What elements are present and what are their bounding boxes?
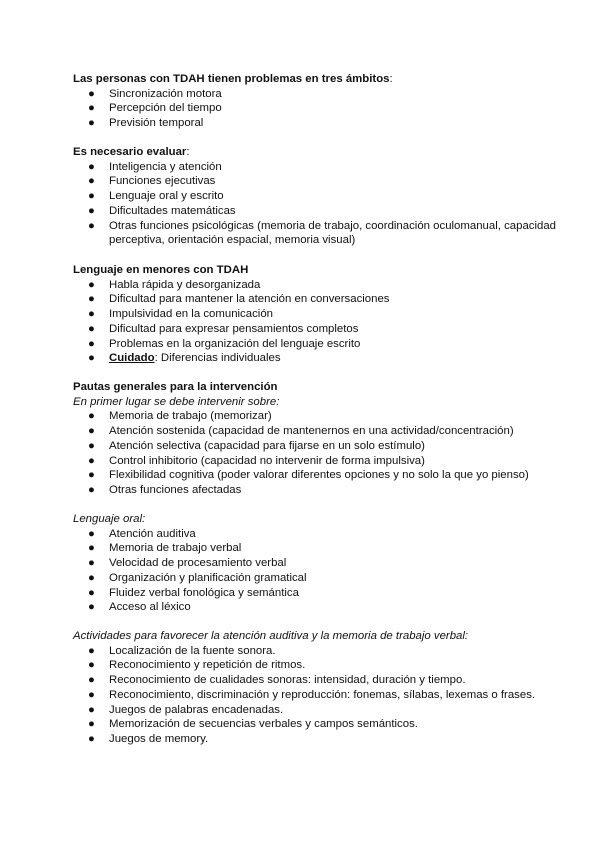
bullet-icon: ● <box>88 219 95 232</box>
list-item: ● Control inhibitorio (capacidad no intervenir de forma impulsiva) <box>88 454 425 467</box>
bullet-icon: ● <box>88 278 95 291</box>
bullet-icon: ● <box>88 601 95 614</box>
list-item: ● Reconocimiento y repetición de ritmos. <box>88 659 306 672</box>
list-item-cuidado: ● Cuidado: Diferencias individuales <box>88 352 281 365</box>
bullet-list <box>73 527 560 615</box>
section-subheading: Actividades para favorecer la atención auditiva y la memoria de trabajo verbal: <box>73 630 469 642</box>
bullet-icon: ● <box>88 483 95 496</box>
bullet-icon: ● <box>88 703 95 716</box>
section-heading: Las personas con TDAH tienen problemas en tres ámbitos: <box>73 73 393 85</box>
list-item: ● Atención sostenida (capacidad de mantenernos en una actividad/concentración) <box>88 425 514 438</box>
list-item: ● Atención selectiva (capacidad para fijarse en un solo estímulo) <box>88 439 425 452</box>
bullet-icon: ● <box>88 527 95 540</box>
section-subheading: Lenguaje oral: <box>73 513 146 525</box>
bullet-icon: ● <box>88 293 95 306</box>
bullet-icon: ● <box>88 190 95 203</box>
list-item: ● Previsión temporal <box>88 117 204 130</box>
bullet-icon: ● <box>88 542 95 555</box>
section-heading: Lenguaje en menores con TDAH <box>73 264 249 276</box>
list-item: ● Dificultades matemáticas <box>88 204 236 217</box>
bullet-icon: ● <box>88 557 95 570</box>
list-item: ● Reconocimiento, discriminación y reproducción: fonemas, sílabas, lexemas o frases. <box>88 688 536 701</box>
bullet-icon: ● <box>88 732 95 745</box>
bullet-list <box>73 278 560 366</box>
list-item: ● Funciones ejecutivas <box>88 175 216 188</box>
list-item: ● Velocidad de procesamiento verbal <box>88 557 287 570</box>
list-item: ● Acceso al léxico <box>88 601 191 614</box>
list-item: ● Memoria de trabajo (memorizar) <box>88 410 272 423</box>
list-item: ● Habla rápida y desorganizada <box>88 278 261 291</box>
list-item: ● Percepción del tiempo <box>88 102 222 115</box>
bullet-icon: ● <box>88 87 95 100</box>
bullet-icon: ● <box>88 644 95 657</box>
bullet-icon: ● <box>88 410 95 423</box>
bullet-icon: ● <box>88 659 95 672</box>
list-item: ● Memoria de trabajo verbal <box>88 542 242 555</box>
bullet-list <box>73 87 560 131</box>
section-subheading: En primer lugar se debe intervenir sobre: <box>73 395 280 408</box>
bullet-icon: ● <box>88 204 95 217</box>
bullet-icon: ● <box>88 688 95 701</box>
list-item: ● Impulsividad en la comunicación <box>88 308 273 321</box>
bullet-icon: ● <box>88 674 95 687</box>
bullet-list <box>73 644 560 747</box>
list-item: ● Lenguaje oral y escrito <box>88 190 224 203</box>
list-item: ● Otras funciones psicológicas (memoria de trabajo, coordinación oculomanual, capacidad perceptiva, orientación espacial, memoria visual) <box>88 219 557 247</box>
bullet-icon: ● <box>88 439 95 452</box>
section-heading: Pautas generales para la intervención <box>73 381 278 393</box>
bullet-list <box>73 409 560 497</box>
bullet-icon: ● <box>88 322 95 335</box>
section-tdah-ambitos <box>73 72 560 131</box>
cuidado-label: Cuidado <box>109 352 155 365</box>
bullet-list <box>73 160 560 248</box>
bullet-icon: ● <box>88 571 95 584</box>
list-item: ● Atención auditiva <box>88 527 196 540</box>
list-item: ● Reconocimiento de cualidades sonoras: intensidad, duración y tiempo. <box>88 674 466 687</box>
list-item: ● Otras funciones afectadas <box>88 483 242 496</box>
list-item: ● Dificultad para mantener la atención en conversaciones <box>88 293 390 306</box>
bullet-icon: ● <box>88 160 95 173</box>
list-item: ● Dificultad para expresar pensamientos completos <box>88 322 359 335</box>
section-heading: Es necesario evaluar: <box>73 146 190 158</box>
bullet-icon: ● <box>88 425 95 438</box>
section-lenguaje-menores <box>73 263 560 366</box>
list-item: ● Inteligencia y atención <box>88 160 222 173</box>
list-item: ● Problemas en la organización del lenguaje escrito <box>88 337 361 350</box>
list-item: ● Flexibilidad cognitiva (poder valorar diferentes opciones y no solo la que yo pienso) <box>88 469 529 482</box>
bullet-icon: ● <box>88 352 95 365</box>
list-item: ● Juegos de palabras encadenadas. <box>88 703 284 716</box>
section-actividades <box>73 629 560 747</box>
list-item: ● Localización de la fuente sonora. <box>88 644 276 657</box>
list-item: ● Memorización de secuencias verbales y campos semánticos. <box>88 718 418 731</box>
list-item: ● Sincronización motora <box>88 87 222 100</box>
bullet-icon: ● <box>88 308 95 321</box>
section-pautas-intervencion <box>73 380 560 498</box>
bullet-icon: ● <box>88 586 95 599</box>
bullet-icon: ● <box>88 718 95 731</box>
section-evaluar <box>73 145 560 248</box>
bullet-icon: ● <box>88 102 95 115</box>
bullet-icon: ● <box>88 454 95 467</box>
bullet-icon: ● <box>88 117 95 130</box>
list-item: ● Fluidez verbal fonológica y semántica <box>88 586 299 599</box>
list-item: ● Organización y planificación gramatical <box>88 571 307 584</box>
section-lenguaje-oral <box>73 512 560 615</box>
bullet-icon: ● <box>88 175 95 188</box>
bullet-icon: ● <box>88 469 95 482</box>
bullet-icon: ● <box>88 337 95 350</box>
list-item: ● Juegos de memory. <box>88 732 209 745</box>
